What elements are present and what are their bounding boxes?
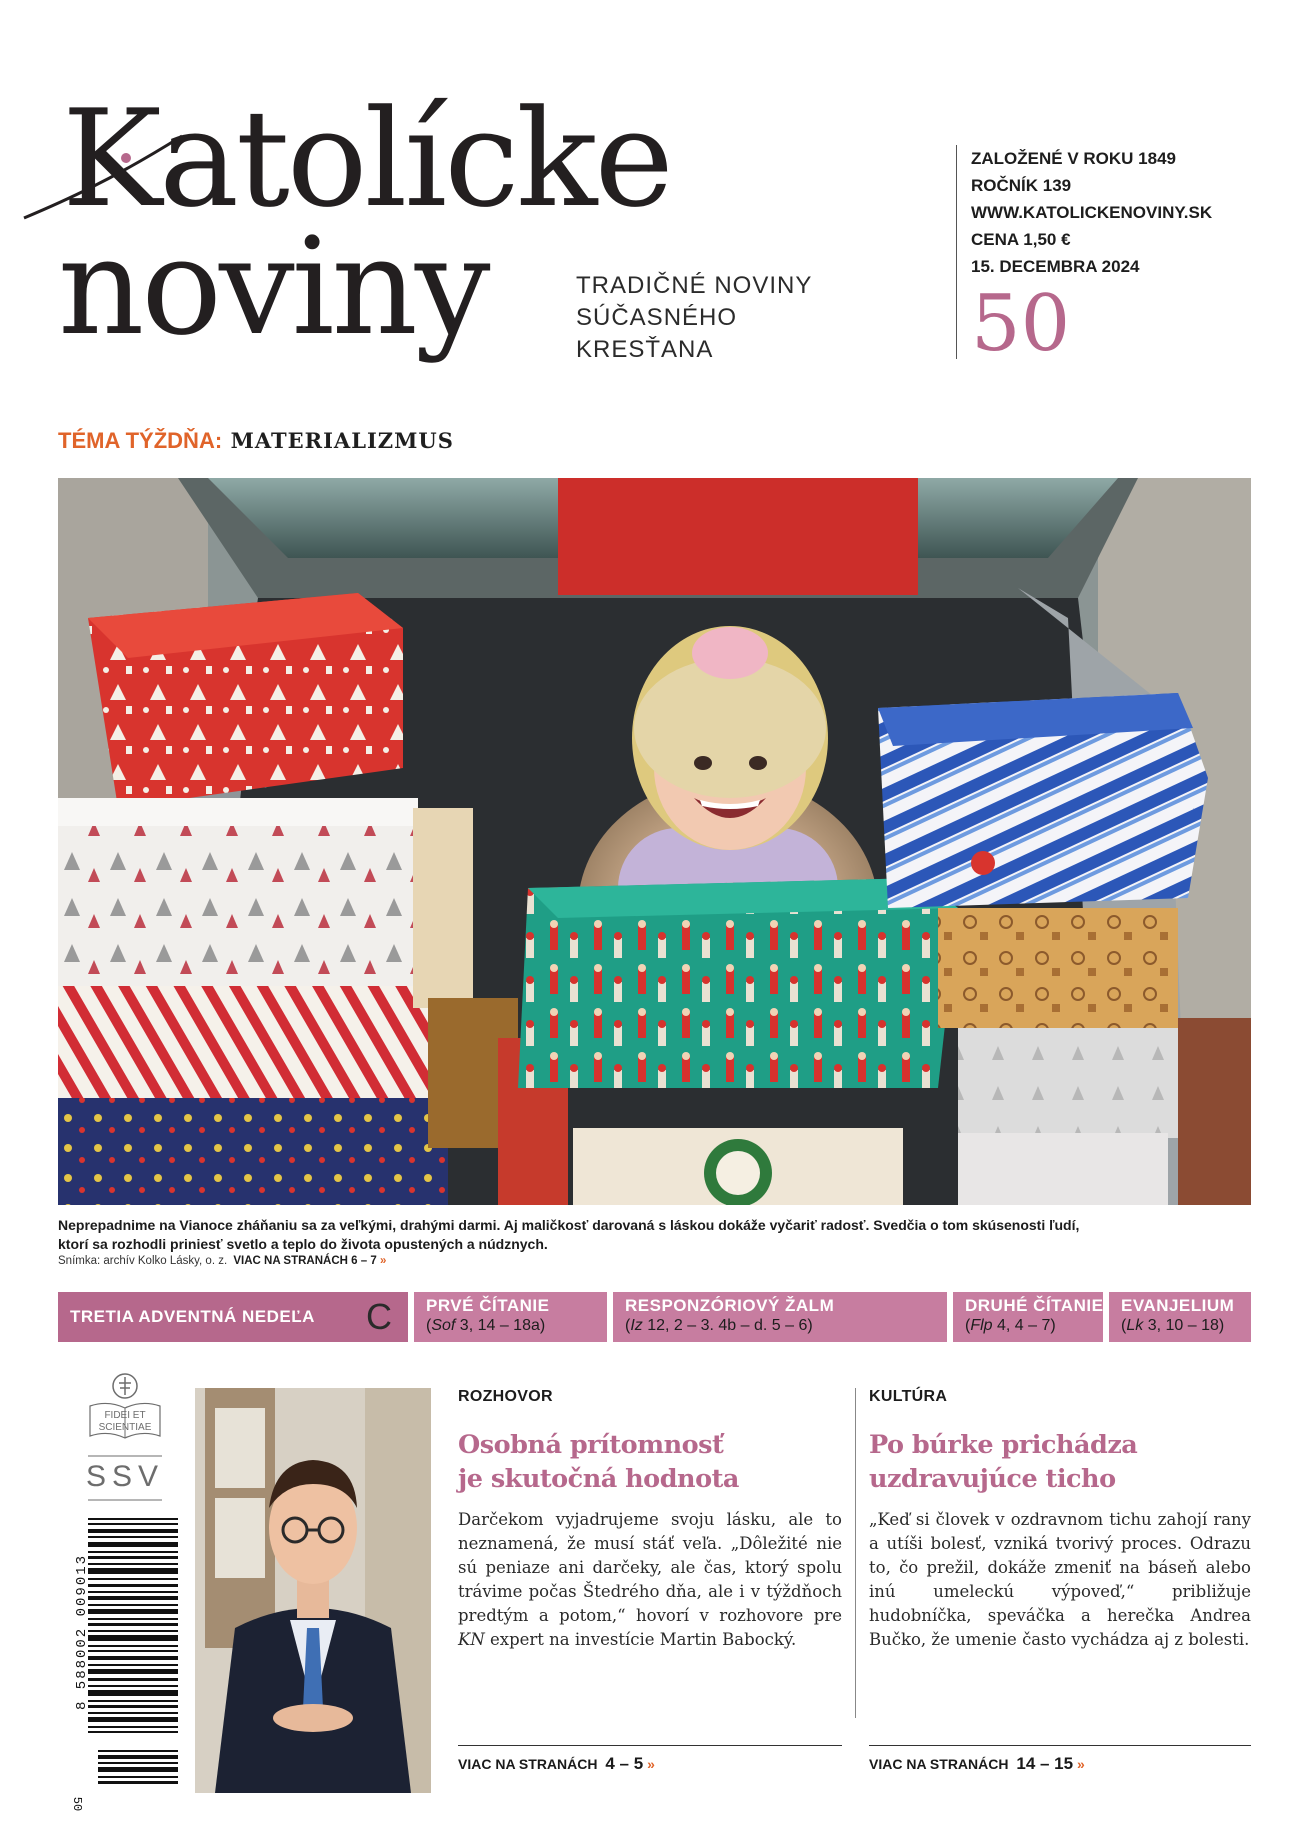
reading-gospel	[1109, 1292, 1251, 1342]
headline-line: je skutočná hodnota	[458, 1464, 739, 1494]
masthead-title-line1: Katolícke	[62, 81, 671, 237]
article-interview	[458, 1388, 842, 1652]
volume-text: ROČNÍK 139	[971, 176, 1072, 195]
logo-motto: FIDEI ET	[104, 1410, 146, 1421]
interview-portrait	[195, 1388, 431, 1793]
credit-text: Snímka: archív Kolko Lásky, o. z.	[58, 1255, 228, 1267]
section-label: ROZHOVOR	[458, 1388, 553, 1405]
reading-reference: (Lk 3, 10 – 18)	[1121, 1317, 1225, 1334]
reading-second	[953, 1292, 1103, 1342]
logo-motto: SCIENTIAE	[98, 1422, 152, 1433]
logo-letters: SSV	[85, 1460, 165, 1493]
publisher-logo	[78, 1372, 172, 1512]
reading-heading: RESPONZÓRIOVÝ ŽALM	[625, 1296, 835, 1315]
reading-psalm	[613, 1292, 947, 1342]
founded-text: ZALOŽENÉ V ROKU 1849	[971, 149, 1176, 168]
headline-line: Po búrke prichádza	[869, 1430, 1138, 1460]
issue-date: 15. DECEMBRA 2024	[971, 257, 1140, 276]
article-headline[interactable]	[869, 1428, 1251, 1496]
more-label: VIAC NA STRANÁCH	[869, 1756, 1009, 1772]
reading-heading: EVANJELIUM	[1121, 1296, 1235, 1315]
photo-credit	[58, 1255, 386, 1267]
reading-heading: DRUHÉ ČÍTANIE	[965, 1296, 1104, 1315]
interview-more-link[interactable]	[458, 1745, 842, 1774]
issue-info-box	[956, 145, 1256, 369]
reading-reference: (Iz 12, 2 – 3. 4b – d. 5 – 6)	[625, 1317, 813, 1334]
website-link[interactable]: WWW.KATOLICKENOVINY.SK	[971, 203, 1213, 222]
chevron-right-icon: »	[1077, 1756, 1085, 1772]
reading-first	[414, 1292, 607, 1342]
cover-photo	[58, 478, 1251, 1205]
caption-line: ktorí sa rozhodli priniesť svetlo a teplo do života opustených a núdznych.	[58, 1236, 548, 1252]
reading-reference: (Flp 4, 4 – 7)	[965, 1317, 1056, 1334]
article-body: „Keď si človek v ozdravnom tichu zahojí rany a utíši bolesť, vzniká tvorivý proces. Odrazu to, čo prežil, dokáže zmeniť na báseň alebo inú umeleckú výpoveď,“ približuje hudobníčka, speváčka a herečka Andrea Bučko, že umenie často vychádza aj z bolesti.	[869, 1510, 1251, 1649]
headline-line: Osobná prítomnosť	[458, 1430, 724, 1460]
chevron-right-icon: »	[379, 1255, 387, 1267]
price-text: CENA 1,50 €	[971, 230, 1071, 249]
tagline-line: KRESŤANA	[576, 336, 714, 363]
more-label: VIAC NA STRANÁCH	[458, 1756, 598, 1772]
column-divider	[855, 1388, 856, 1718]
chevron-right-icon: »	[647, 1756, 655, 1772]
barcode-addon: 50	[70, 1796, 85, 1812]
cover-caption	[58, 1216, 1251, 1254]
headline-line: uzdravujúce ticho	[869, 1464, 1116, 1494]
cover-more-link[interactable]: VIAC NA STRANÁCH 6 – 7	[233, 1255, 377, 1267]
liturgy-sunday-label: TRETIA ADVENTNÁ NEDEĽA	[70, 1307, 315, 1326]
liturgy-sunday	[58, 1292, 408, 1342]
tagline-line: TRADIČNÉ NOVINY	[576, 272, 813, 299]
caption-line: Neprepadnime na Vianoce zháňaniu sa za veľkými, drahými darmi. Aj maličkosť darovaná s láskou dokáže vyčariť radosť. Svedčia o tom skúsenosti ľudí,	[58, 1217, 1080, 1233]
barcode-number: 8 588002 009013	[74, 1553, 90, 1710]
article-body: Darčekom vyjadrujeme svoju lásku, ale to neznamená, že musí stáť veľa. „Dôležité nie sú peniaze ani darčeky, ale čas, ktorý spolu trávime počas Štedrého dňa, ale i v týždňoch predtým a potom,“ hovorí v rozhovore pre KN expert na investície Martin Babocký.	[458, 1510, 842, 1649]
reading-reference: (Sof 3, 14 – 18a)	[426, 1317, 546, 1334]
issue-number: 50	[971, 279, 1071, 369]
culture-more-link[interactable]	[869, 1745, 1251, 1774]
theme-value: MATERIALIZMUS	[230, 428, 454, 453]
theme-label: TÉMA TÝŽDŇA:	[58, 428, 223, 453]
masthead-title-line2: noviny	[58, 209, 488, 365]
reading-heading: PRVÉ ČÍTANIE	[426, 1296, 550, 1315]
tagline-line: SÚČASNÉHO	[576, 304, 738, 331]
section-label: KULTÚRA	[869, 1388, 948, 1405]
article-headline[interactable]	[458, 1428, 842, 1496]
barcode	[70, 1512, 178, 1812]
liturgy-cycle: C	[366, 1296, 392, 1337]
article-culture	[869, 1388, 1251, 1652]
masthead-tagline	[576, 270, 816, 366]
more-pages: 4 – 5	[605, 1754, 644, 1773]
theme-of-week	[58, 428, 454, 454]
more-pages: 14 – 15	[1016, 1754, 1074, 1773]
